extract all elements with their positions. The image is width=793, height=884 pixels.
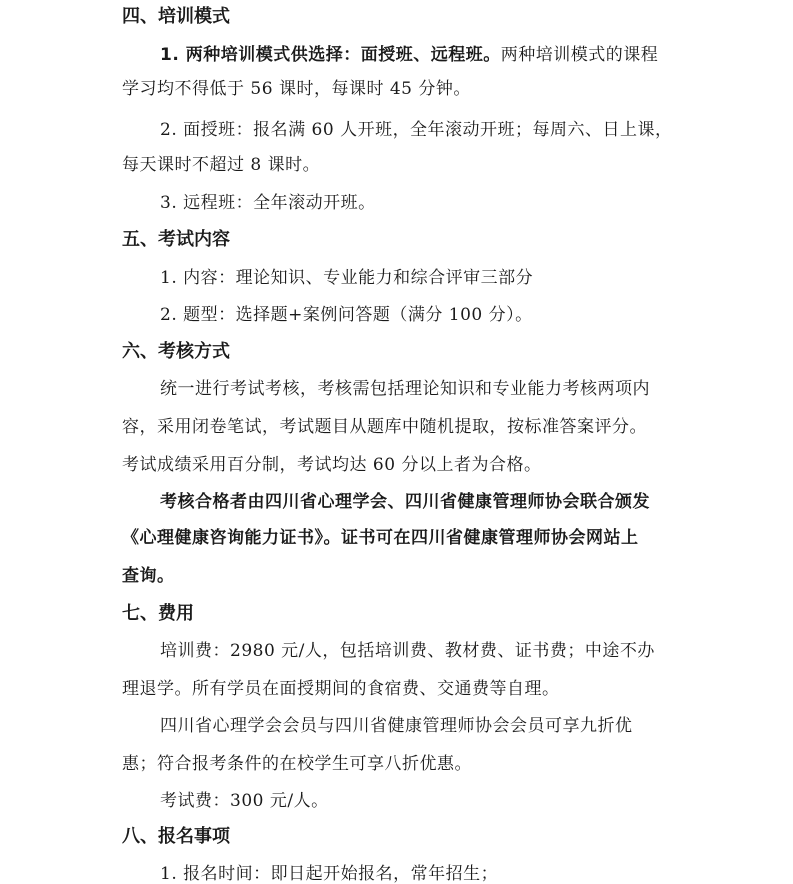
paragraph-exam-fee: 考试费：300 元/人。 bbox=[160, 791, 329, 811]
paragraph-training-mode-1: 1. 两种培训模式供选择：面授班、远程班。两种培训模式的课程 bbox=[160, 45, 659, 65]
paragraph-fees-2-cont: 惠；符合报考条件的在校学生可享八折优惠。 bbox=[122, 754, 472, 774]
section-title-assessment: 六、考核方式 bbox=[122, 341, 230, 362]
paragraph-certificate: 考核合格者由四川省心理学会、四川省健康管理师协会联合颁发 bbox=[160, 492, 650, 512]
section-title-fees: 七、费用 bbox=[122, 603, 194, 624]
paragraph-training-mode-2: 2. 面授班：报名满 60 人开班，全年滚动开班；每周六、日上课， bbox=[160, 120, 673, 140]
paragraph-assessment-1-cont: 容，采用闭卷笔试，考试题目从题库中随机提取，按标准答案评分。 bbox=[122, 417, 647, 437]
paragraph-assessment-1-cont2: 考试成绩采用百分制，考试均达 60 分以上者为合格。 bbox=[122, 455, 542, 475]
paragraph-certificate-cont2: 查询。 bbox=[122, 566, 175, 586]
section-title-registration: 八、报名事项 bbox=[122, 826, 230, 847]
bold-lead: 1. 两种培训模式供选择：面授班、远程班。 bbox=[160, 45, 501, 65]
paragraph-exam-content-1: 1. 内容：理论知识、专业能力和综合评审三部分 bbox=[160, 268, 534, 288]
section-title-training-mode: 四、培训模式 bbox=[122, 6, 230, 27]
paragraph-fees-1-cont: 理退学。所有学员在面授期间的食宿费、交通费等自理。 bbox=[122, 679, 560, 699]
section-title-exam-content: 五、考试内容 bbox=[122, 229, 230, 250]
paragraph-fees-2: 四川省心理学会会员与四川省健康管理师协会会员可享九折优 bbox=[160, 716, 633, 736]
paragraph-fees-1: 培训费：2980 元/人，包括培训费、教材费、证书费；中途不办 bbox=[160, 641, 655, 661]
paragraph-exam-content-2: 2. 题型：选择题+案例问答题（满分 100 分）。 bbox=[160, 305, 533, 325]
paragraph-training-mode-2-cont: 每天课时不超过 8 课时。 bbox=[122, 155, 321, 175]
paragraph-training-mode-1-cont: 学习均不得低于 56 课时，每课时 45 分钟。 bbox=[122, 79, 471, 99]
paragraph-assessment-1: 统一进行考试考核，考核需包括理论知识和专业能力考核两项内 bbox=[160, 379, 650, 399]
paragraph-certificate-cont: 《心理健康咨询能力证书》。证书可在四川省健康管理师协会网站上 bbox=[122, 528, 639, 548]
paragraph-training-mode-3: 3. 远程班：全年滚动开班。 bbox=[160, 193, 376, 213]
paragraph-registration-1: 1. 报名时间：即日起开始报名，常年招生； bbox=[160, 864, 499, 884]
